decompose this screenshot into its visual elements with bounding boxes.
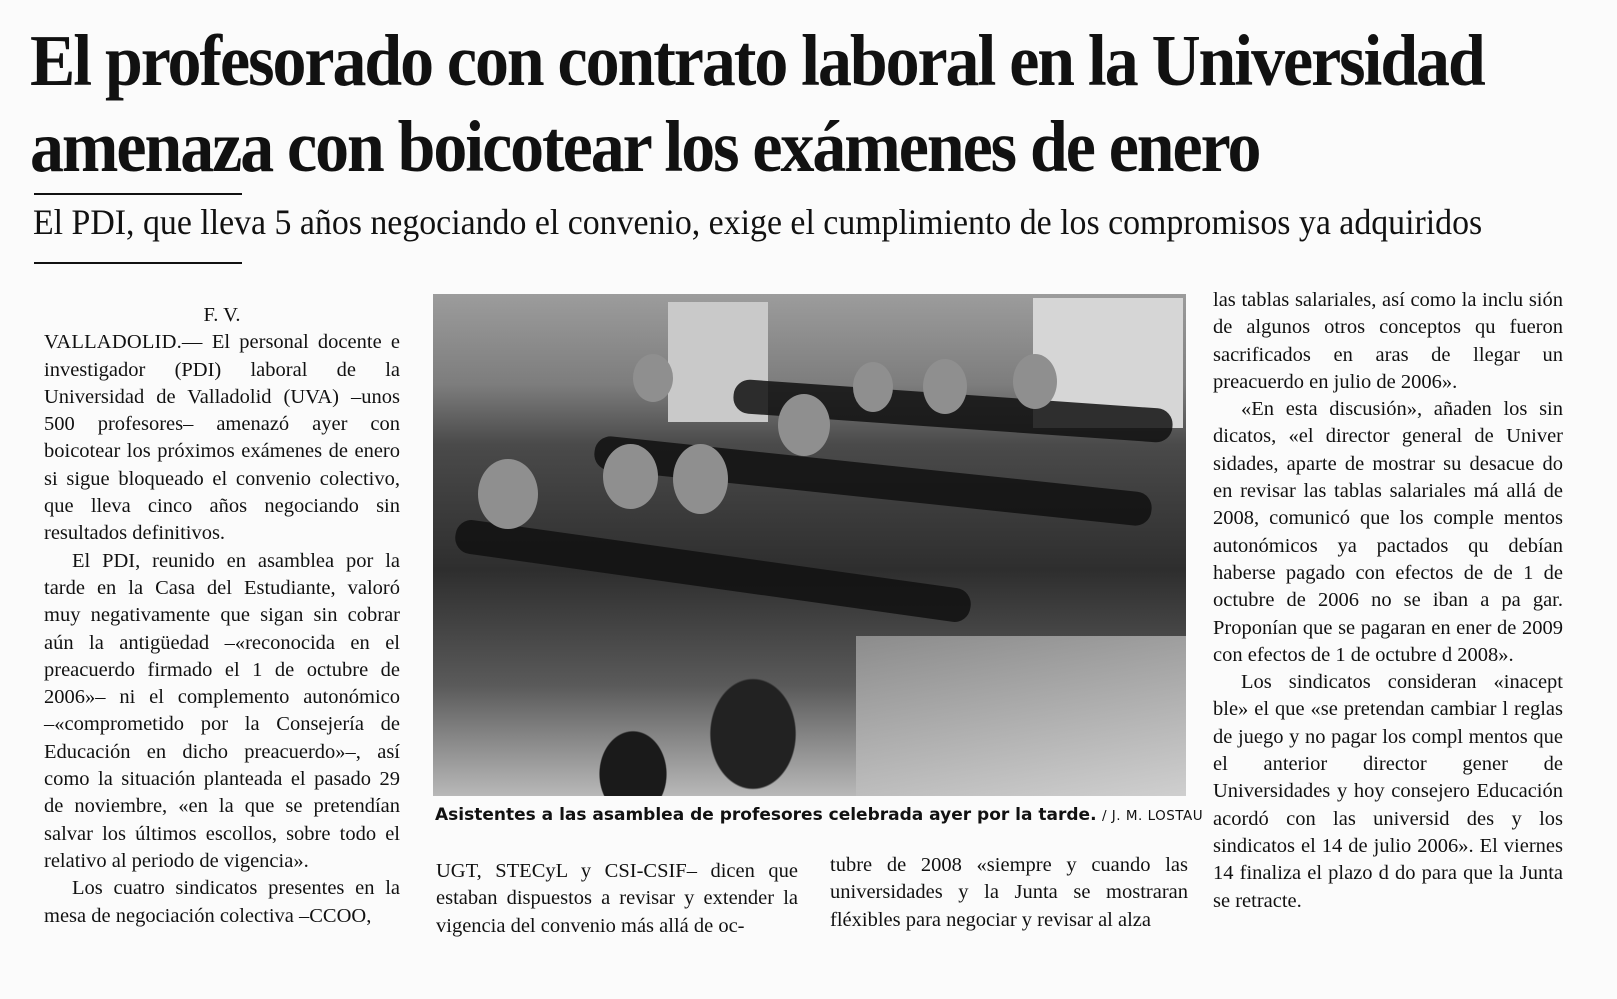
paragraph: El PDI, reunido en asamblea por la tarde en la Casa del Estudiante, valoró muy negativamente que sigan sin cobrar aún la antigüedad –«reconocida en el preacuerdo firmado el 1 de octubre de 2006»– ni el complemento autonómico –«comprometido por la Consejería de Educación en dicho preacuerdo»–, así como la situación planteada el pasado 29 de noviembre, «en la que se pretendían salvar los últimos escollos, sobre todo el relativo al periodo de vigencia». [44, 549, 400, 872]
paragraph: Los sindicatos consideran «inacept ble» el que «se pretendan cambiar l reglas de juego y no pagar los compl mentos que el anterior director gener de Universidades y hoy consejero Educación acordó con las universid des y los sindicatos el 14 de julio 2006». El viernes 14 finaliza el plazo d do para que la Junta se retracte. [1213, 671, 1563, 912]
photo-floor [856, 636, 1186, 796]
photo-person-head [603, 444, 658, 509]
caption-text: Asistentes a las asamblea de profesores celebrada ayer por la tarde. [435, 805, 1097, 825]
photo-person-head [673, 444, 728, 514]
headline [30, 18, 1484, 190]
photo-seat-row [453, 518, 973, 624]
article-column-2 [436, 858, 798, 940]
headline-line-1: El profesorado con contrato laboral en la Universidad [30, 20, 1484, 101]
article-column-1 [44, 302, 400, 930]
photo-person-head [778, 394, 830, 456]
photo-caption [435, 804, 1203, 827]
photo-person-head [923, 359, 967, 414]
headline-line-2: amenaza con boicotear los exámenes de enero [30, 106, 1260, 187]
paragraph: «En esta discusión», añaden los sin dicatos, «el director general de Univer sidades, aparte de mostrar su desacue do en revisar las tablas salariales má allá de 2008, comunicó que los comple mentos autonómicos ya pactados qu debían haberse pagado con efectos de de 1 de octubre de 2006 no se iban a pa gar. Proponían que se pagaran en ener de 2009 con efectos de 1 de octubre d 2008». [1213, 398, 1563, 666]
photo-person-head [633, 354, 673, 402]
subheadline: El PDI, que lleva 5 años negociando el convenio, exige el cumplimiento de los compromisos ya adquiridos [33, 202, 1483, 242]
subhead-top-rule [34, 193, 242, 195]
article-column-4 [1213, 287, 1563, 915]
dateline: VALLADOLID.— [44, 331, 203, 354]
article-photo [433, 294, 1186, 796]
article-column-3 [830, 852, 1188, 934]
photo-person-head [478, 459, 538, 529]
photo-person-head [1013, 354, 1057, 409]
photo-person-head [853, 362, 893, 412]
paragraph-text: El personal docente e investigador (PDI) laboral de la Universidad de Valladolid (UVA) –unos 500 profesores– amenazó ayer con boicotear los próximos exámenes de enero si sigue bloqueado el convenio colectivo, que lleva cinco años negociando sin resultados definitivos. [44, 331, 400, 545]
subhead-bottom-rule [34, 262, 242, 264]
paragraph: UGT, STECyL y CSI-CSIF– dicen que estaban dispuestos a revisar y extender la vigencia del convenio más allá de oc- [436, 860, 798, 937]
byline: F. V. [203, 304, 241, 326]
paragraph: tubre de 2008 «siempre y cuando las universidades y la Junta se mostraran fléxibles para negociar y revisar al alza [830, 854, 1188, 931]
paragraph: las tablas salariales, así como la inclu sión de algunos otros conceptos qu fueron sacrificados en aras de llegar un preacuerdo en julio de 2006». [1213, 289, 1563, 393]
photo-credit: / J. M. LOSTAU [1101, 808, 1204, 824]
paragraph: Los cuatro sindicatos presentes en la mesa de negociación colectiva –CCOO, [44, 877, 400, 927]
paragraph [44, 329, 400, 547]
